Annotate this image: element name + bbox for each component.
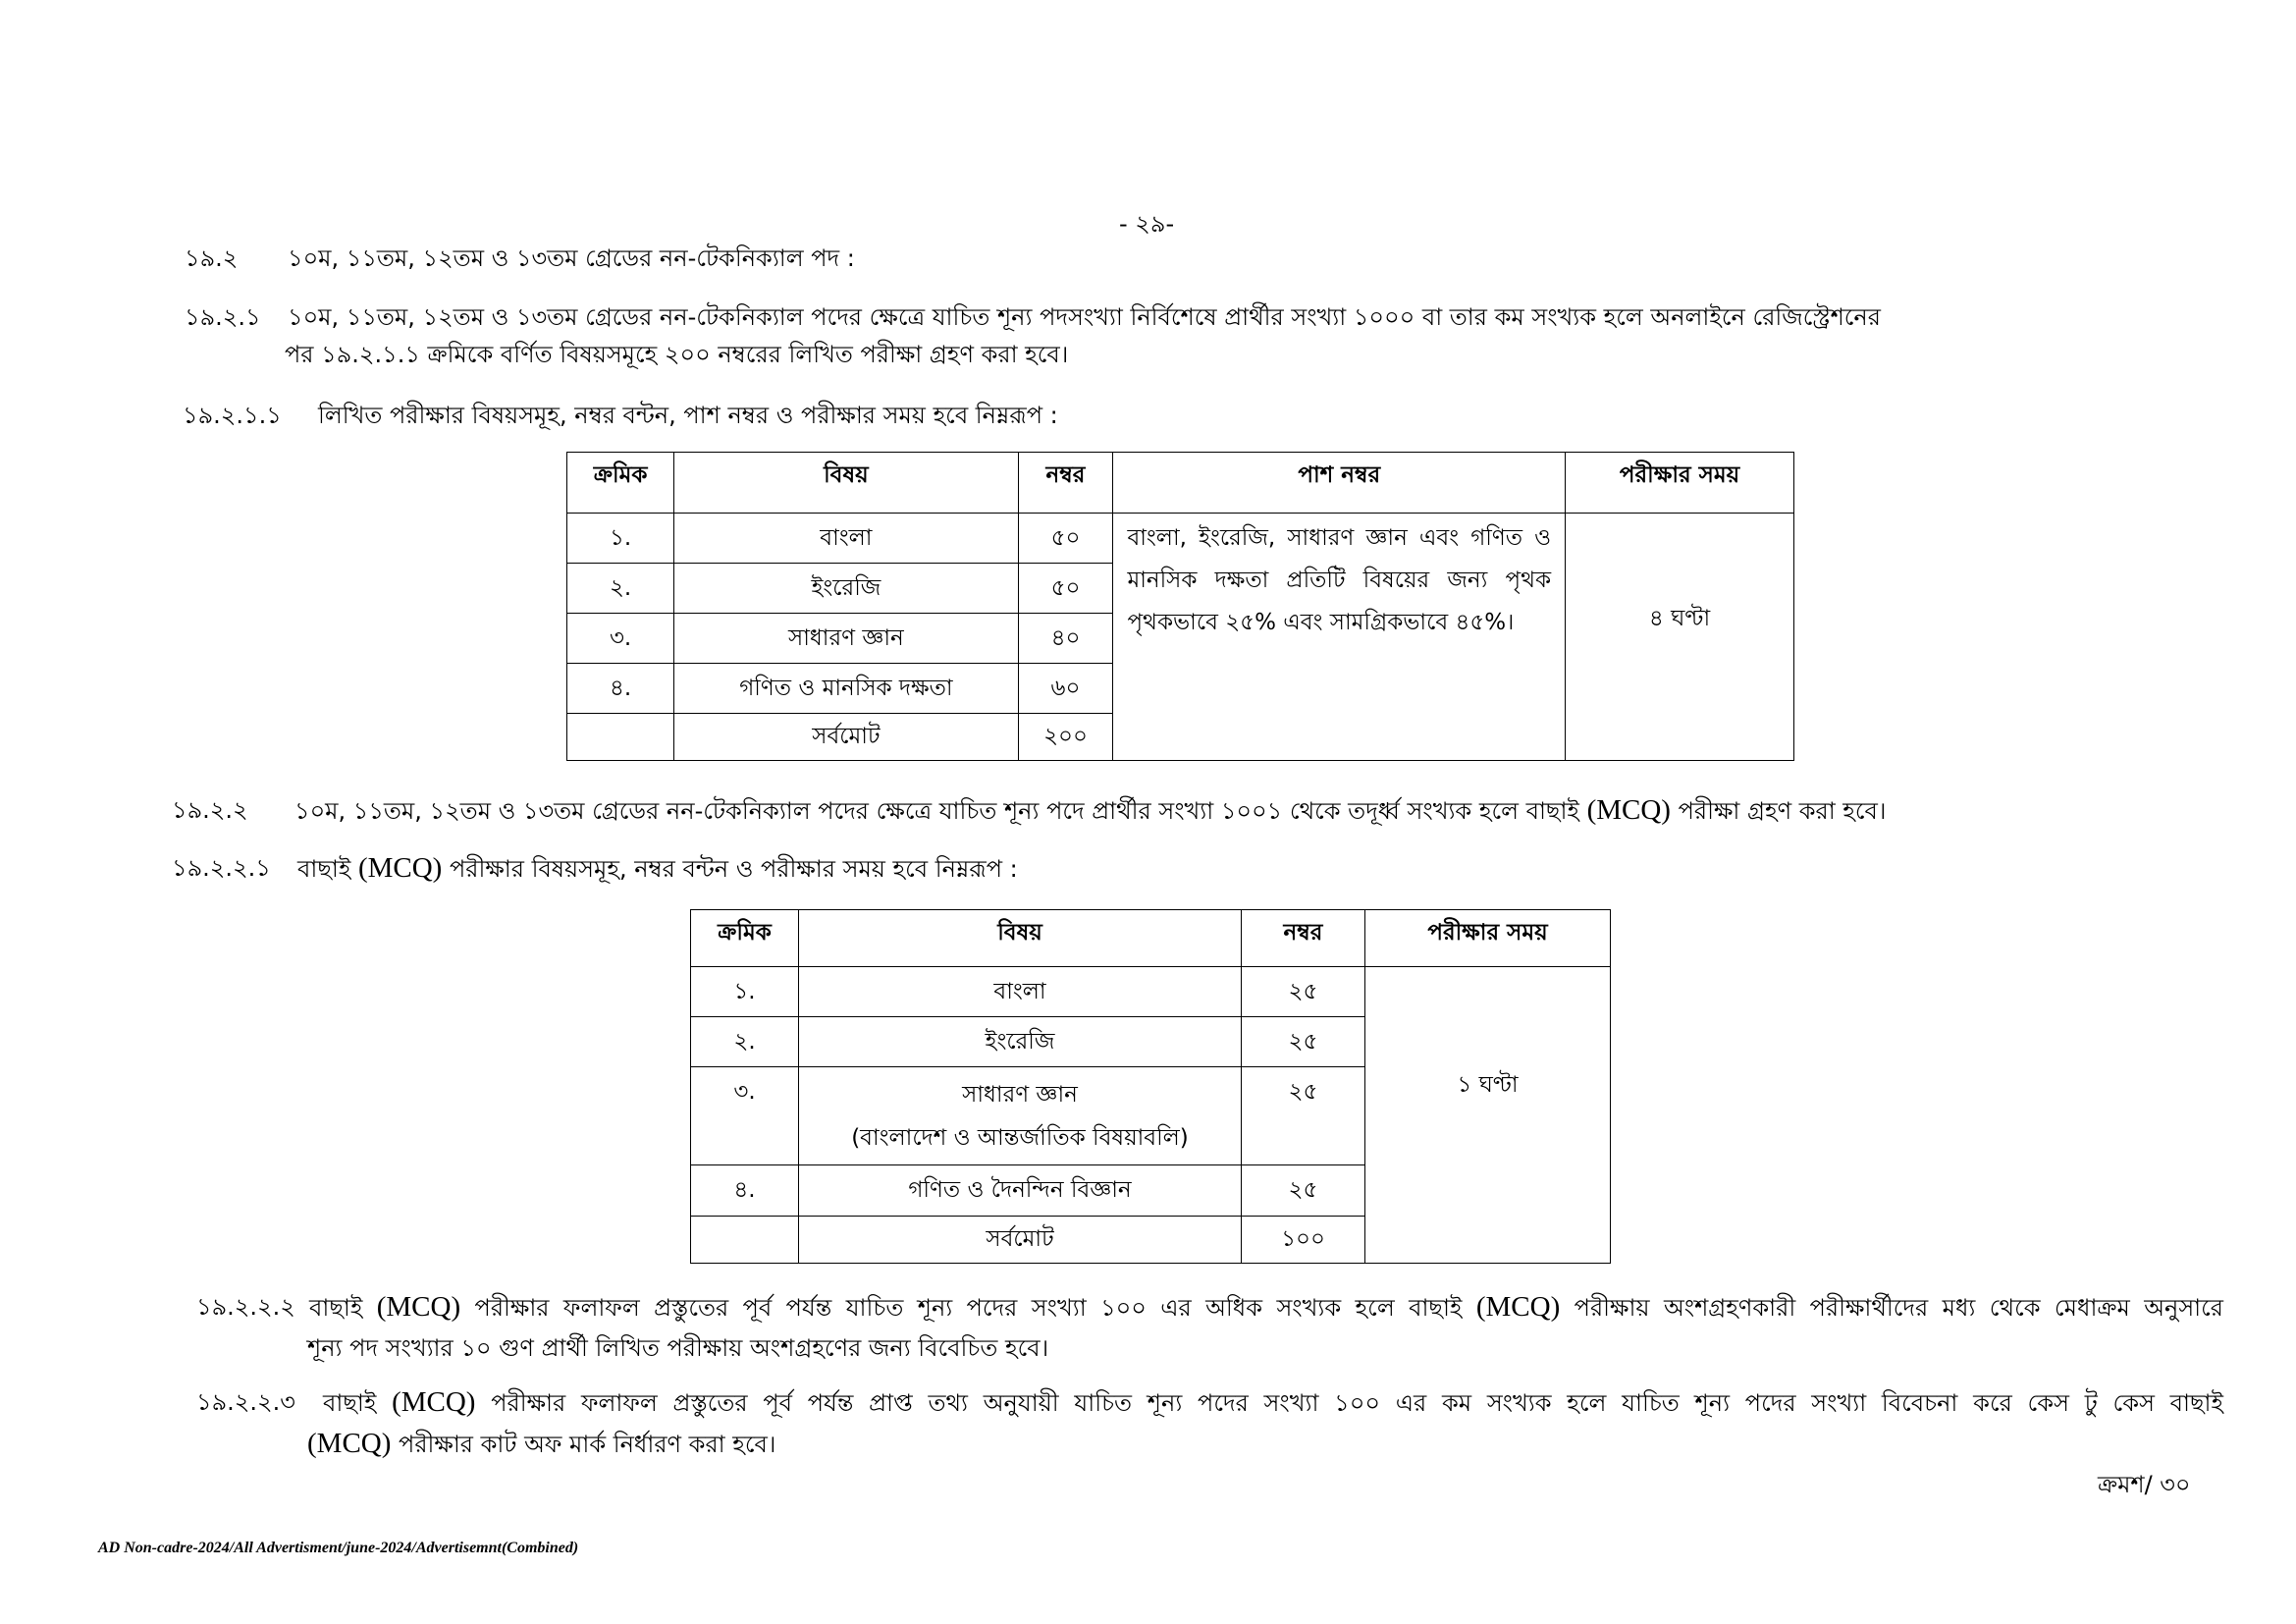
written-exam-table [566, 452, 1794, 761]
section-19-2-heading: ১০ম, ১১তম, ১২তম ও ১৩তম গ্রেডের নন-টেকনিক্যাল পদ : [288, 244, 855, 272]
serial-cell [567, 714, 674, 761]
mcq-label: (MCQ) [357, 852, 443, 884]
section-19-2-2-number: ১৯.২.২ [172, 796, 248, 824]
serial-cell [691, 1217, 799, 1264]
subject-subtitle: (বাংলাদেশ ও আন্তর্জাতিক বিষয়াবলি) [851, 1125, 1189, 1151]
mcq-label: (MCQ) [1475, 1291, 1561, 1323]
serial-cell: ১. [691, 967, 799, 1017]
serial-cell: ২. [567, 564, 674, 614]
subject-title: সাধারণ জ্ঞান [962, 1082, 1078, 1108]
table-header-row [691, 910, 1611, 967]
subject-cell: বাংলা [674, 514, 1018, 564]
mcq-label: (MCQ) [1586, 794, 1671, 826]
marks-cell: ২৫ [1242, 1165, 1365, 1217]
header-subject: বিষয় [674, 453, 1018, 514]
table-row [691, 967, 1611, 1017]
page-number: - ২৯- [1119, 210, 1175, 238]
duration-cell: ৪ ঘণ্টা [1566, 514, 1794, 761]
serial-cell: ৩. [567, 614, 674, 664]
section-19-2-2-2-line2: শূন্য পদ সংখ্যার ১০ গুণ প্রার্থী লিখিত পরীক্ষায় অংশগ্রহণের জন্য বিবেচিত হবে। [307, 1334, 1049, 1362]
subject-cell [799, 1067, 1242, 1165]
section-19-2-2-3-text-a: বাছাই [323, 1389, 377, 1417]
table-row [567, 514, 1794, 564]
serial-cell: ৩. [691, 1067, 799, 1165]
mcq-exam-table [690, 909, 1611, 1264]
footer-path: AD Non-cadre-2024/All Advertisment/june-2024/Advertisemnt(Combined) [98, 1540, 579, 1556]
section-19-2-2-2-line1 [309, 1287, 2223, 1328]
total-marks: ১০০ [1242, 1217, 1365, 1264]
subject-cell: সাধারণ জ্ঞান [674, 614, 1018, 664]
serial-cell: ১. [567, 514, 674, 564]
total-label: সর্বমোট [799, 1217, 1242, 1264]
header-subject: বিষয় [799, 910, 1242, 967]
section-19-2-2-text-a: ১০ম, ১১তম, ১২তম ও ১৩তম গ্রেডের নন-টেকনিক্যাল পদের ক্ষেত্রে যাচিত শূন্য পদে প্রার্থীর সংখ্যা ১০০১ থেকে তদূর্ধ্ব সংখ্যক হলে বাছাই [294, 797, 1579, 825]
marks-cell: ২৫ [1242, 967, 1365, 1017]
section-19-2-1-1-number: ১৯.২.১.১ [183, 402, 282, 429]
section-19-2-2-3-number: ১৯.২.২.৩ [196, 1388, 295, 1416]
subject-cell: গণিত ও মানসিক দক্ষতা [674, 664, 1018, 714]
section-19-2-2-text-b: পরীক্ষা গ্রহণ করা হবে। [1678, 797, 1887, 825]
total-marks: ২০০ [1018, 714, 1113, 761]
section-19-2-2-2-text-a: বাছাই [309, 1294, 363, 1322]
marks-cell: ৫০ [1018, 564, 1113, 614]
header-marks: নম্বর [1242, 910, 1365, 967]
section-19-2-1-line2: পর ১৯.২.১.১ ক্রমিকে বর্ণিত বিষয়সমূহে ২০০ নম্বরের লিখিত পরীক্ষা গ্রহণ করা হবে। [285, 341, 1069, 368]
mcq-label: (MCQ) [392, 1386, 476, 1418]
marks-cell: ২৫ [1242, 1017, 1365, 1067]
total-label: সর্বমোট [674, 714, 1018, 761]
continued-note: ক্রমশ/ ৩০ [2098, 1471, 2191, 1498]
section-19-2-2-text [294, 792, 1887, 829]
section-19-2-2-3-line2 [307, 1426, 775, 1462]
section-19-2-1-1-heading: লিখিত পরীক্ষার বিষয়সমূহ, নম্বর বন্টন, পাশ নম্বর ও পরীক্ষার সময় হবে নিম্নরূপ : [318, 402, 1058, 429]
header-duration: পরীক্ষার সময় [1365, 910, 1611, 967]
pass-marks-note: বাংলা, ইংরেজি, সাধারণ জ্ঞান এবং গণিত ও মানসিক দক্ষতা প্রতিটি বিষয়ের জন্য পৃথক পৃথকভাবে ২৫% এবং সামগ্রিকভাবে ৪৫%। [1113, 514, 1566, 761]
section-19-2-2-2-text-b: পরীক্ষার ফলাফল প্রস্তুতের পূর্ব পর্যন্ত যাচিত শূন্য পদের সংখ্যা ১০০ এর অধিক সংখ্যক হলে বাছাই [474, 1294, 1463, 1322]
section-19-2-2-1-heading [297, 850, 1018, 887]
section-19-2-number: ১৯.২ [185, 244, 239, 272]
marks-cell: ২৫ [1242, 1067, 1365, 1165]
subject-cell: ইংরেজি [674, 564, 1018, 614]
section-19-2-2-3-text-c: পরীক্ষার কাট অফ মার্ক নির্ধারণ করা হবে। [399, 1431, 776, 1458]
section-19-2-2-3-text-b: পরীক্ষার ফলাফল প্রস্তুতের পূর্ব পর্যন্ত প্রাপ্ত তথ্য অনুযায়ী যাচিত শূন্য পদের সংখ্যা ১০০ এর কম সংখ্যক হলে যাচিত শূন্য পদের সংখ্যা বিবেচনা করে কেস টু কেস বাছাই [491, 1389, 2223, 1417]
serial-cell: ২. [691, 1017, 799, 1067]
header-serial: ক্রমিক [691, 910, 799, 967]
section-19-2-2-1-text-b: পরীক্ষার বিষয়সমূহ, নম্বর বন্টন ও পরীক্ষার সময় হবে নিম্নরূপ : [449, 855, 1018, 883]
section-19-2-2-1-number: ১৯.২.২.১ [172, 854, 271, 882]
serial-cell: ৪. [691, 1165, 799, 1217]
section-19-2-2-1-text-a: বাছাই [297, 855, 351, 883]
mcq-label: (MCQ) [376, 1291, 461, 1323]
header-serial: ক্রমিক [567, 453, 674, 514]
subject-cell: গণিত ও দৈনন্দিন বিজ্ঞান [799, 1165, 1242, 1217]
mcq-label: (MCQ) [307, 1428, 392, 1459]
subject-cell: ইংরেজি [799, 1017, 1242, 1067]
table-header-row [567, 453, 1794, 514]
header-pass-marks: পাশ নম্বর [1113, 453, 1566, 514]
section-19-2-1-line1: ১০ম, ১১তম, ১২তম ও ১৩তম গ্রেডের নন-টেকনিক্যাল পদের ক্ষেত্রে যাচিত শূন্য পদসংখ্যা নির্বিশেষে প্রার্থীর সংখ্যা ১০০০ বা তার কম সংখ্যক হলে অনলাইনে রেজিস্ট্রেশনের [288, 303, 1881, 331]
section-19-2-1-number: ১৯.২.১ [185, 303, 261, 331]
marks-cell: ৫০ [1018, 514, 1113, 564]
section-19-2-2-2-text [309, 1287, 2223, 1328]
marks-cell: ৬০ [1018, 664, 1113, 714]
marks-cell: ৪০ [1018, 614, 1113, 664]
section-19-2-2-3-line1 [323, 1382, 2223, 1424]
serial-cell: ৪. [567, 664, 674, 714]
subject-cell: বাংলা [799, 967, 1242, 1017]
section-19-2-2-2-text-c: পরীক্ষায় অংশগ্রহণকারী পরীক্ষার্থীদের মধ্য থেকে মেধাক্রম অনুসারে [1574, 1294, 2223, 1322]
duration-cell: ১ ঘণ্টা [1365, 967, 1611, 1264]
section-19-2-2-2-number: ১৯.২.২.২ [196, 1293, 295, 1321]
header-duration: পরীক্ষার সময় [1566, 453, 1794, 514]
header-marks: নম্বর [1018, 453, 1113, 514]
section-19-2-2-3-text [323, 1382, 2223, 1424]
